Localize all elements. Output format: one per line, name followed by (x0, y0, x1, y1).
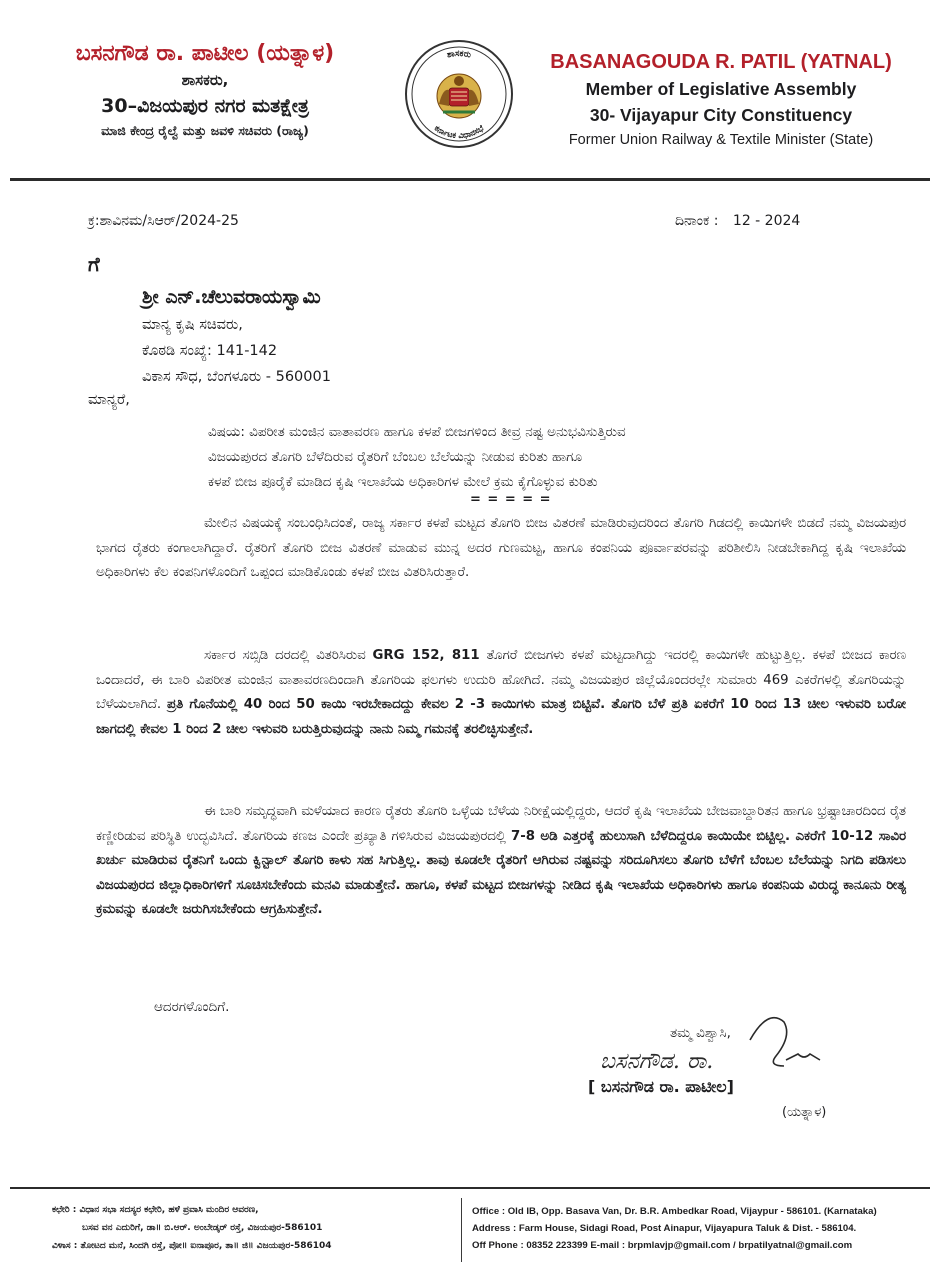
date-value: 12 - 2024 (732, 213, 801, 229)
header-former-role-kannada: ಮಾಜಿ ಕೇಂದ್ರ ರೈಲ್ವೆ ಮತ್ತು ಜವಳಿ ಸಚಿವರು (ರಾಜ್ಯ) (101, 123, 309, 138)
emblem-top-text: ಶಾಸಕರು (446, 48, 472, 61)
header-constituency-english: 30- Vijayapur City Constituency (589, 105, 853, 125)
salutation: ಮಾನ್ಯರೆ, (88, 392, 130, 408)
body-paragraph-2 (96, 644, 906, 742)
body-paragraph-3-request-text: 7-8 ಅಡಿ ಎತ್ತರಕ್ಕೆ ಹುಲುಸಾಗಿ ಬೆಳೆದಿದ್ದರೂ ಕಾಯಿಯೇ ಬಿಟ್ಟಿಲ್ಲ. ಎಕರೆಗೆ 10-12 ಸಾವಿರ ಖರ್ಚು ಮಾಡಿರುವ ರೈತನಿಗೆ ಒಂದು ಕ್ವಿನ್ಟಾಲ್ ತೊಗರಿ ಕಾಳು ಸಹ ಸಿಗುತ್ತಿಲ್ಲ. ತಾವು ಕೂಡಲೇ ರೈತರಿಗೆ ಆಗಿರುವ ನಷ್ಟವನ್ನು ಸರಿದೂಗಿಸಲು ತೊಗರಿ ಬೆಳೆಗೆ ಬೆಂಬಲ ಬೆಲೆಯನ್ನು ನಿಗದಿ ಪಡಿಸಲು ವಿಜಯಪುರದ ಜಿಲ್ಲಾಧಿಕಾರಿಗಳಿಗೆ ಸೂಚಿಸಬೇಕೆಂದು ಮನವಿ ಮಾಡುತ್ತೇನೆ. ಹಾಗೂ, ಕಳಪೆ ಮಟ್ಟದ ಬೀಜಗಳನ್ನು ನೀಡಿದ ಕೃಷಿ ಇಲಾಖೆಯ ಅಧಿಕಾರಿಗಳು ಹಾಗೂ ಕಂಪನಿಯ ವಿರುದ್ಧ ಕಾನೂನು ರೀತ್ಯ ಕ್ರಮವನ್ನು ಕೂಡಲೇ ಜರುಗಿಸಬೇಕೆಂದು ಆಗ್ರಹಿಸುತ್ತೇನೆ. (96, 828, 906, 917)
subject-line-3: ಕಳಪೆ ಬೀಜ ಪೂರೈಕೆ ಮಾಡಿದ ಕೃಷಿ ಇಲಾಖೆಯ ಅಧಿಕಾರಿಗಳ ಮೇಲೆ ಕ್ರಮ ಕೈಗೊಳ್ಳುವ ಕುರಿತು (208, 474, 598, 490)
header-divider (10, 178, 930, 181)
header-title-kannada: ಶಾಸಕರು, (181, 71, 229, 89)
header-name-english: BASANAGOUDA R. PATIL (YATNAL) (550, 51, 892, 73)
addressee-name: ಶ್ರೀ ಎನ್.ಚೆಲುವರಾಯಸ್ವಾಮಿ (142, 286, 321, 308)
footer-english-contact: Off Phone : 08352 223399 E-mail : brpmlavjp@gmail.com / brpatilyatnal@gmail.com (472, 1240, 853, 1251)
header-former-role-english: Former Union Railway & Textile Minister (State) (568, 132, 874, 148)
body-paragraph-3 (96, 800, 906, 923)
footer-column-divider (461, 1198, 462, 1262)
footer-kannada-address (52, 1201, 448, 1255)
signature-handwritten-text: ಬಸನಗೌಡ. ರಾ. (600, 1049, 714, 1074)
footer-kannada-residence: ವಿಳಾಸ : ತೋಟದ ಮನೆ, ಸಿಂದಗಿ ರಸ್ತೆ, ಪೋ॥ ಐನಾಪೂರ, ತಾ॥ ಜಿ॥ ವಿಜಯಪುರ-586104 (52, 1241, 332, 1251)
addressee-block (142, 282, 331, 390)
svg-text:ಶಾಸಕರು (446, 49, 472, 61)
addressee-designation: ಮಾನ್ಯ ಕೃಷಿ ಸಚಿವರು, (142, 317, 243, 333)
handwritten-signature (600, 1010, 830, 1080)
state-emblem-seal-icon (403, 38, 515, 150)
header-title-english: Member of Legislative Assembly (585, 79, 857, 99)
date-label: ದಿನಾಂಕ : (675, 213, 719, 229)
header-kannada-block (0, 40, 410, 142)
body-paragraph-1 (96, 512, 906, 586)
addressee-room: ಕೊಠಡಿ ಸಂಖ್ಯೆ: 141-142 (142, 343, 278, 359)
body-paragraph-2-seed-codes: GRG 152, 811 (372, 648, 480, 663)
header-name-kannada: ಬಸನಗೌಡ ರಾ. ಪಾಟೀಲ (ಯತ್ನಾಳ) (75, 41, 335, 66)
footer-english-address-line: Address : Farm House, Sidagi Road, Post Ainapur, Vijayapura Taluk & Dist. - 586104. (472, 1223, 857, 1234)
body-paragraph-2-text-c: ತೊಗರೆ ಬೀಜಗಳು ಕಳಪೆ ಮಟ್ಟದಾಗಿದ್ದು ಇದರಲ್ಲಿ ಕಾಯಿಗಳೇ ಹುಟ್ಟುತ್ತಿಲ್ಲ. ಕಳಪೆ ಬೀಜದ ಕಾರಣ ಒಂದಾದರೆ, ಈ ಬಾರಿ ವಿಪರೀತ ಮಂಜಿನ ವಾತಾವರಣದಿಂದಾಗಿ ತೊಗರಿಯ ಫಲಗಳು ಉದುರಿ ಹೋಗಿದೆ. ನಮ್ಮ ವಿಜಯಪುರ ಜಿಲ್ಲೆಯೊಂದರಲ್ಲೇ ಸುಮಾರು 469 ಎಕರೆಗಳಲ್ಲಿ ತೊಗರಿಯನ್ನು ಬೆಳೆಯಲಾಗಿದೆ. (96, 648, 907, 712)
subject-line-1: ವಿಷಯ: ವಿಪರೀತ ಮಂಜಿನ ವಾತಾವರಣ ಹಾಗೂ ಕಳಪೆ ಬೀಜಗಳಿಂದ ತೀವ್ರ ನಷ್ಟ ಅನುಭವಿಸುತ್ತಿರುವ (208, 424, 626, 440)
addressee-address: ವಿಕಾಸ ಸೌಧ, ಬೆಂಗಳೂರು - 560001 (142, 369, 331, 385)
body-paragraph-2-yield-text: ಪ್ರತಿ ಗೊನೆಯಲ್ಲಿ 40 ರಿಂದ 50 ಕಾಯಿ ಇರಬೇಕಾದದ್ದು ಕೇವಲ 2 -3 ಕಾಯಿಗಳು ಮಾತ್ರ ಬಿಟ್ಟಿವೆ. ತೊಗರಿ ಬೆಳೆ ಪ್ರತಿ ಏಕರೆಗೆ 10 ರಿಂದ 13 ಚೀಲ ಇಳುವರಿ ಬರೋ ಜಾಗದಲ್ಲಿ ಕೇವಲ 1 ರಿಂದ 2 ಚೀಲ ಇಳುವರಿ ಬರುತ್ತಿರುವುದನ್ನು ನಾನು ನಿಮ್ಮ ಗಮನಕ್ಕೆ ತರಲಿಚ್ಛಿಸುತ್ತೇನೆ. (96, 697, 907, 737)
subject-separator: = = = = = (470, 492, 552, 507)
footer-kannada-office-cont: ಬಸವ ವನ ಎದುರಿಗೆ, ಡಾ॥ ಬಿ.ಆರ್. ಅಂಬೇಡ್ಕರ್ ರಸ್ತೆ, ವಿಜಯಪುರ-586101 (82, 1223, 323, 1233)
body-paragraph-2-text-a: ಸರ್ಕಾರ ಸಬ್ಸಿಡಿ ದರದಲ್ಲಿ ವಿತರಿಸಿರುವ (204, 648, 373, 663)
footer-english-office: Office : Old IB, Opp. Basava Van, Dr. B.R. Ambedkar Road, Vijaypur - 586101. (Karnataka) (472, 1206, 877, 1217)
subject-line-2: ವಿಜಯಪುರದ ತೊಗರಿ ಬೆಳೆದಿರುವ ರೈತರಿಗೆ ಬೆಂಬಲ ಬೆಲೆಯನ್ನು ನೀಡುವ ಕುರಿತು ಹಾಗೂ (208, 449, 583, 465)
footer-divider (10, 1187, 930, 1189)
signatory-sub: (ಯತ್ನಾಳ) (782, 1105, 827, 1120)
header-constituency-kannada: 30–ವಿಜಯಪುರ ನಗರ ಮತಕ್ಷೇತ್ರ (101, 95, 309, 117)
header-english-block (535, 48, 907, 152)
date-line (675, 213, 800, 229)
body-paragraph-3-text-a: ಈ ಬಾರಿ ಸಮೃದ್ಧವಾಗಿ ಮಳೆಯಾದ ಕಾರಣ ರೈತರು ತೊಗರಿ ಒಳ್ಳೆಯ ಬೆಳೆಯ ನಿರೀಕ್ಷೆಯಲ್ಲಿದ್ದರು, ಆದರೆ ಕೃಷಿ ಇಲಾಖೆಯ ಬೇಜವಾಬ್ದಾರಿತನ ಹಾಗೂ ಭ್ರಷ್ಟಾಚಾರದಿಂದ ರೈತ ಕಣ್ಣೀರಿಡುವ ಪರಿಸ್ಥಿತಿ ಉದ್ಭವಿಸಿದೆ. ತೊಗರಿಯ ಕಣಜ ಎಂದೇ ಪ್ರಖ್ಯಾತಿ ಗಳಿಸಿರುವ ವಿಜಯಪುರದಲ್ಲಿ (96, 804, 906, 844)
yours-faithfully: ತಮ್ಮ ವಿಶ್ವಾಸಿ, (670, 1025, 731, 1041)
body-paragraph-1-text: ಮೇಲಿನ ವಿಷಯಕ್ಕೆ ಸಂಬಂಧಿಸಿದಂತೆ, ರಾಜ್ಯ ಸರ್ಕಾರ ಕಳಪೆ ಮಟ್ಟದ ತೊಗರಿ ಬೀಜ ವಿತರಣೆ ಮಾಡಿರುವುದರಿಂದ ತೊಗರಿ ಗಿಡದಲ್ಲಿ ಕಾಯಿಗಳೇ ಬಿಡದೆ ನಮ್ಮ ವಿಜಯಪುರ ಭಾಗದ ರೈತರು ಕಂಗಾಲಾಗಿದ್ದಾರೆ. ರೈತರಿಗೆ ತೊಗರಿ ಬೀಜ ವಿತರಣೆ ಮಾಡುವ ಮುನ್ನ ಅದರ ಗುಣಮಟ್ಟ, ಹಾಗೂ ಕಂಪನಿಯ ಪೂರ್ವಾಪರವನ್ನು ಪರಿಶೀಲಿಸಿ ನೀಡಬೇಕಾಗಿದ್ದ ಕೃಷಿ ಇಲಾಖೆಯ ಅಧಿಕಾರಿಗಳು ಕೆಲ ಕಂಪನಿಗಳೊಂದಿಗೆ ಒಪ್ಪಂದ ಮಾಡಿಕೊಂಡು ಕಳಪೆ ಬೀಜ ವಿತರಿಸಿರುತ್ತಾರೆ. (96, 516, 906, 580)
subject-block (208, 420, 908, 495)
footer-english-address (472, 1203, 912, 1254)
reference-number: ಕ್ರ:ಶಾವಿನಮ/ಸಿಆರ್/2024-25 (88, 213, 239, 229)
footer-kannada-office: ಕಛೇರಿ : ವಿಧಾನ ಸಭಾ ಸದಸ್ಯರ ಕಛೇರಿ, ಹಳೆ ಪ್ರವಾಸಿ ಮಂದಿರ ಆವರಣ, (52, 1205, 259, 1215)
emblem-bottom-text: ಕರ್ನಾಟಕ ವಿಧಾನಸಭೆ (432, 123, 486, 141)
to-label: ಗೆ (88, 252, 100, 276)
closing-line: ಆದರಗಳೊಂದಿಗೆ. (154, 999, 230, 1015)
signatory-name: [ ಬಸನಗೌಡ ರಾ. ಪಾಟೀಲ] (588, 1077, 734, 1096)
